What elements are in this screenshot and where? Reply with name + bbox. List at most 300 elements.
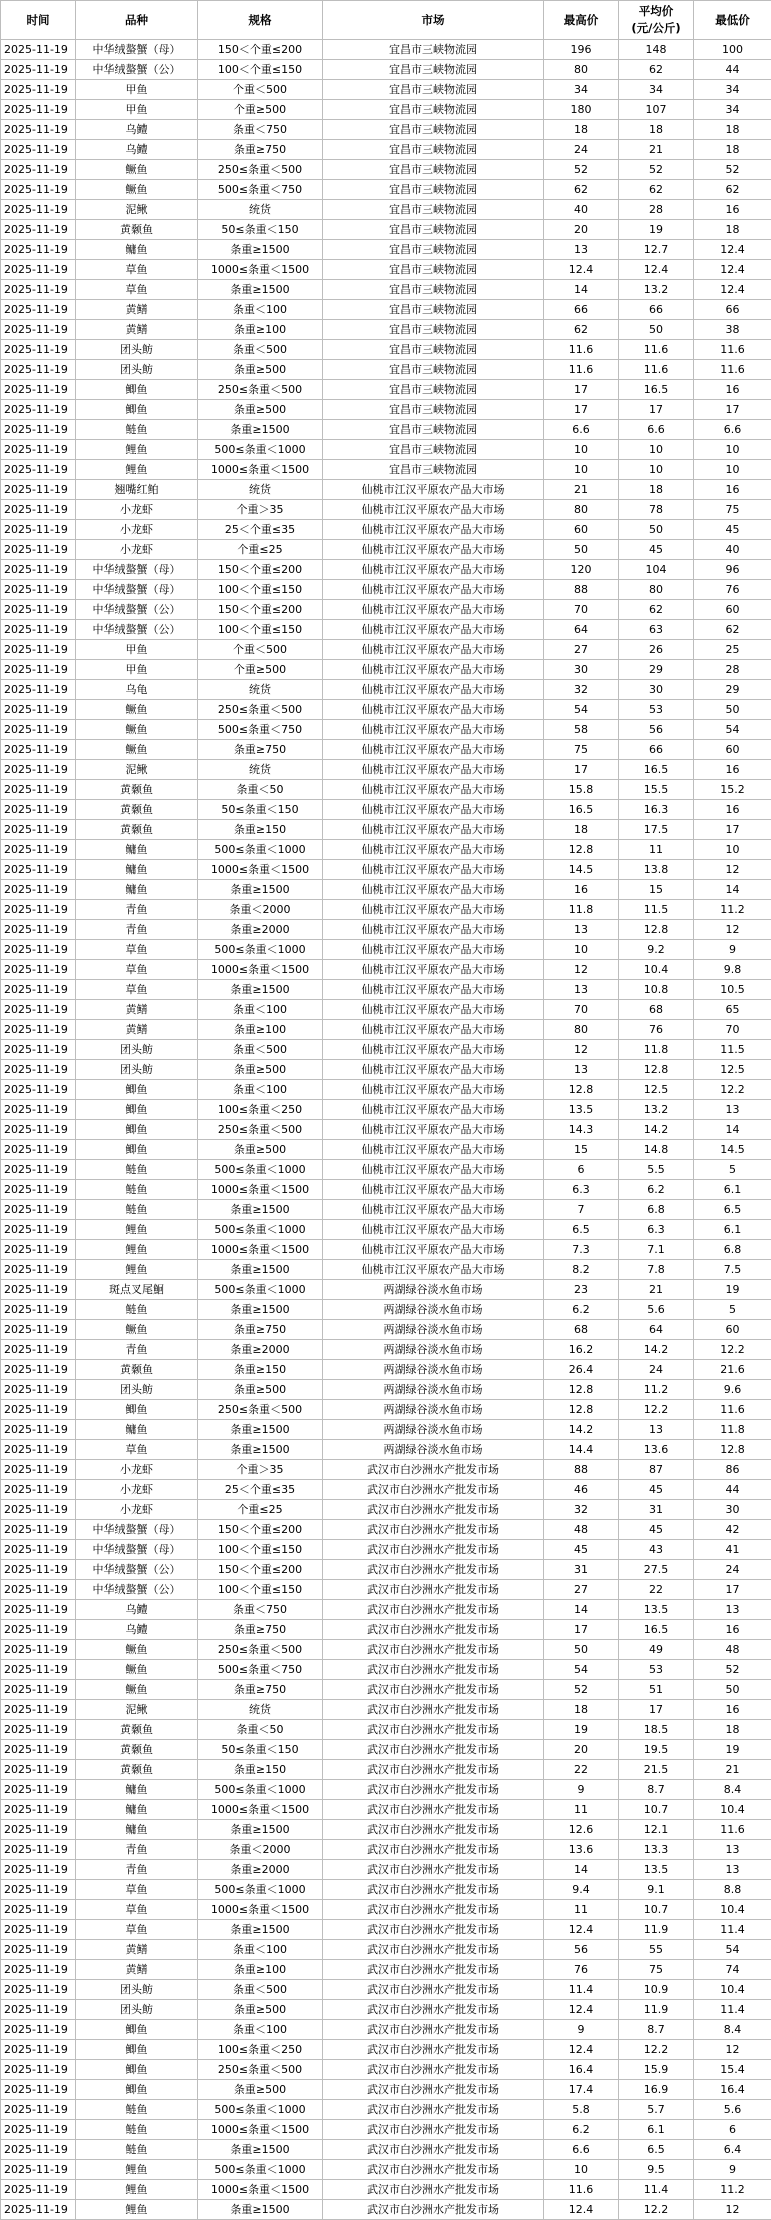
- cell-spec: 250≤条重＜500: [198, 2060, 323, 2080]
- cell-high: 88: [544, 580, 619, 600]
- cell-date: 2025-11-19: [1, 1440, 76, 1460]
- cell-low: 10: [694, 460, 771, 480]
- cell-date: 2025-11-19: [1, 1480, 76, 1500]
- table-row: [1, 500, 771, 520]
- cell-market: 武汉市白沙洲水产批发市场: [323, 1520, 544, 1540]
- cell-market: 宜昌市三峡物流园: [323, 300, 544, 320]
- cell-high: 64: [544, 620, 619, 640]
- cell-high: 54: [544, 1660, 619, 1680]
- cell-variety: 团头鲂: [76, 1980, 198, 2000]
- cell-variety: 鲫鱼: [76, 1080, 198, 1100]
- cell-low: 12: [694, 920, 771, 940]
- cell-spec: 100＜个重≤150: [198, 620, 323, 640]
- cell-low: 21.6: [694, 1360, 771, 1380]
- cell-spec: 条重≥750: [198, 1620, 323, 1640]
- cell-low: 12.4: [694, 260, 771, 280]
- table-row: [1, 320, 771, 340]
- cell-date: 2025-11-19: [1, 40, 76, 60]
- cell-date: 2025-11-19: [1, 1460, 76, 1480]
- cell-high: 8.2: [544, 1260, 619, 1280]
- cell-spec: 条重＜100: [198, 1080, 323, 1100]
- cell-avg: 22: [619, 1580, 694, 1600]
- cell-high: 12.4: [544, 2000, 619, 2020]
- cell-high: 6.6: [544, 420, 619, 440]
- cell-variety: 青鱼: [76, 1840, 198, 1860]
- cell-date: 2025-11-19: [1, 2160, 76, 2180]
- cell-date: 2025-11-19: [1, 1500, 76, 1520]
- cell-low: 14: [694, 880, 771, 900]
- cell-market: 宜昌市三峡物流园: [323, 280, 544, 300]
- cell-market: 仙桃市江汉平原农产品大市场: [323, 800, 544, 820]
- cell-market: 武汉市白沙洲水产批发市场: [323, 1620, 544, 1640]
- cell-spec: 个重＞35: [198, 500, 323, 520]
- cell-market: 武汉市白沙洲水产批发市场: [323, 1480, 544, 1500]
- table-row: [1, 1840, 771, 1860]
- cell-spec: 条重≥2000: [198, 1860, 323, 1880]
- table-row: [1, 1200, 771, 1220]
- cell-variety: 青鱼: [76, 920, 198, 940]
- cell-date: 2025-11-19: [1, 2200, 76, 2220]
- cell-market: 武汉市白沙洲水产批发市场: [323, 1700, 544, 1720]
- cell-market: 武汉市白沙洲水产批发市场: [323, 1680, 544, 1700]
- cell-variety: 鲤鱼: [76, 2180, 198, 2200]
- cell-avg: 14.2: [619, 1340, 694, 1360]
- cell-variety: 团头鲂: [76, 1380, 198, 1400]
- cell-high: 62: [544, 180, 619, 200]
- cell-market: 两湖绿谷淡水鱼市场: [323, 1280, 544, 1300]
- cell-date: 2025-11-19: [1, 1900, 76, 1920]
- cell-date: 2025-11-19: [1, 1400, 76, 1420]
- cell-low: 17: [694, 400, 771, 420]
- cell-low: 12.8: [694, 1440, 771, 1460]
- table-row: [1, 480, 771, 500]
- cell-market: 仙桃市江汉平原农产品大市场: [323, 900, 544, 920]
- cell-variety: 翘嘴红鲌: [76, 480, 198, 500]
- cell-date: 2025-11-19: [1, 1140, 76, 1160]
- cell-avg: 66: [619, 300, 694, 320]
- cell-market: 宜昌市三峡物流园: [323, 340, 544, 360]
- cell-avg: 12.4: [619, 260, 694, 280]
- cell-high: 17: [544, 380, 619, 400]
- cell-variety: 青鱼: [76, 1860, 198, 1880]
- header-avg-label: 平均价: [639, 4, 674, 18]
- table-row: [1, 2160, 771, 2180]
- header-date: 时间: [1, 1, 76, 40]
- table-body: [1, 40, 771, 2220]
- cell-market: 宜昌市三峡物流园: [323, 180, 544, 200]
- cell-spec: 1000≤条重＜1500: [198, 1900, 323, 1920]
- table-row: [1, 160, 771, 180]
- cell-market: 武汉市白沙洲水产批发市场: [323, 2180, 544, 2200]
- cell-date: 2025-11-19: [1, 480, 76, 500]
- cell-avg: 16.5: [619, 380, 694, 400]
- cell-spec: 条重＜100: [198, 300, 323, 320]
- cell-avg: 19.5: [619, 1740, 694, 1760]
- cell-variety: 小龙虾: [76, 540, 198, 560]
- cell-low: 13: [694, 1860, 771, 1880]
- cell-variety: 鳙鱼: [76, 880, 198, 900]
- cell-date: 2025-11-19: [1, 2140, 76, 2160]
- cell-variety: 鲫鱼: [76, 1120, 198, 1140]
- cell-market: 武汉市白沙洲水产批发市场: [323, 1960, 544, 1980]
- cell-avg: 10.8: [619, 980, 694, 1000]
- cell-date: 2025-11-19: [1, 720, 76, 740]
- cell-date: 2025-11-19: [1, 2120, 76, 2140]
- cell-market: 宜昌市三峡物流园: [323, 380, 544, 400]
- cell-high: 5.8: [544, 2100, 619, 2120]
- cell-date: 2025-11-19: [1, 360, 76, 380]
- cell-spec: 500≤条重＜1000: [198, 2160, 323, 2180]
- cell-avg: 78: [619, 500, 694, 520]
- cell-market: 仙桃市江汉平原农产品大市场: [323, 940, 544, 960]
- cell-spec: 条重≥150: [198, 1360, 323, 1380]
- table-row: [1, 1480, 771, 1500]
- cell-variety: 鳙鱼: [76, 1780, 198, 1800]
- table-row: [1, 420, 771, 440]
- cell-date: 2025-11-19: [1, 2080, 76, 2100]
- cell-date: 2025-11-19: [1, 600, 76, 620]
- cell-low: 7.5: [694, 1260, 771, 1280]
- cell-spec: 250≤条重＜500: [198, 1400, 323, 1420]
- table-row: [1, 140, 771, 160]
- cell-low: 15.2: [694, 780, 771, 800]
- cell-variety: 鲫鱼: [76, 2040, 198, 2060]
- cell-high: 34: [544, 80, 619, 100]
- cell-avg: 15: [619, 880, 694, 900]
- cell-date: 2025-11-19: [1, 740, 76, 760]
- cell-market: 仙桃市江汉平原农产品大市场: [323, 1120, 544, 1140]
- cell-low: 12: [694, 860, 771, 880]
- cell-market: 仙桃市江汉平原农产品大市场: [323, 700, 544, 720]
- cell-market: 两湖绿谷淡水鱼市场: [323, 1400, 544, 1420]
- cell-date: 2025-11-19: [1, 260, 76, 280]
- cell-high: 12.8: [544, 1400, 619, 1420]
- cell-avg: 11.9: [619, 2000, 694, 2020]
- cell-high: 54: [544, 700, 619, 720]
- cell-market: 武汉市白沙洲水产批发市场: [323, 1940, 544, 1960]
- cell-date: 2025-11-19: [1, 1940, 76, 1960]
- cell-high: 10: [544, 460, 619, 480]
- cell-low: 52: [694, 1660, 771, 1680]
- cell-low: 16: [694, 480, 771, 500]
- cell-low: 13: [694, 1600, 771, 1620]
- cell-variety: 鲫鱼: [76, 400, 198, 420]
- cell-spec: 250≤条重＜500: [198, 160, 323, 180]
- table-row: [1, 1340, 771, 1360]
- table-row: [1, 680, 771, 700]
- table-row: [1, 660, 771, 680]
- cell-variety: 鲤鱼: [76, 2200, 198, 2220]
- header-low: 最低价: [694, 1, 771, 40]
- cell-avg: 53: [619, 700, 694, 720]
- cell-spec: 100＜个重≤150: [198, 1580, 323, 1600]
- cell-avg: 7.1: [619, 1240, 694, 1260]
- table-row: [1, 100, 771, 120]
- cell-avg: 148: [619, 40, 694, 60]
- cell-date: 2025-11-19: [1, 1120, 76, 1140]
- cell-high: 21: [544, 480, 619, 500]
- cell-low: 6.5: [694, 1200, 771, 1220]
- cell-spec: 100＜个重≤150: [198, 60, 323, 80]
- cell-market: 武汉市白沙洲水产批发市场: [323, 1900, 544, 1920]
- cell-market: 仙桃市江汉平原农产品大市场: [323, 780, 544, 800]
- cell-spec: 统货: [198, 200, 323, 220]
- table-row: [1, 1520, 771, 1540]
- cell-high: 11.6: [544, 2180, 619, 2200]
- cell-variety: 鲤鱼: [76, 460, 198, 480]
- cell-market: 两湖绿谷淡水鱼市场: [323, 1320, 544, 1340]
- cell-avg: 107: [619, 100, 694, 120]
- table-row: [1, 740, 771, 760]
- cell-variety: 鲢鱼: [76, 2120, 198, 2140]
- cell-spec: 50≤条重＜150: [198, 800, 323, 820]
- cell-market: 宜昌市三峡物流园: [323, 220, 544, 240]
- cell-date: 2025-11-19: [1, 680, 76, 700]
- cell-market: 仙桃市江汉平原农产品大市场: [323, 1180, 544, 1200]
- cell-date: 2025-11-19: [1, 100, 76, 120]
- cell-high: 60: [544, 520, 619, 540]
- cell-avg: 56: [619, 720, 694, 740]
- table-row: [1, 2000, 771, 2020]
- cell-low: 54: [694, 1940, 771, 1960]
- cell-spec: 条重≥500: [198, 1380, 323, 1400]
- cell-market: 仙桃市江汉平原农产品大市场: [323, 1140, 544, 1160]
- cell-avg: 9.5: [619, 2160, 694, 2180]
- cell-variety: 鳙鱼: [76, 840, 198, 860]
- table-row: [1, 1440, 771, 1460]
- table-row: [1, 520, 771, 540]
- cell-low: 6.1: [694, 1180, 771, 1200]
- cell-market: 武汉市白沙洲水产批发市场: [323, 1980, 544, 2000]
- cell-high: 27: [544, 640, 619, 660]
- cell-low: 25: [694, 640, 771, 660]
- cell-low: 11.4: [694, 1920, 771, 1940]
- table-row: [1, 1580, 771, 1600]
- cell-spec: 条重≥500: [198, 360, 323, 380]
- cell-date: 2025-11-19: [1, 220, 76, 240]
- cell-high: 6.2: [544, 2120, 619, 2140]
- cell-avg: 8.7: [619, 2020, 694, 2040]
- cell-avg: 11.6: [619, 340, 694, 360]
- cell-variety: 乌龟: [76, 680, 198, 700]
- cell-variety: 鲫鱼: [76, 1100, 198, 1120]
- cell-high: 23: [544, 1280, 619, 1300]
- cell-spec: 条重＜750: [198, 1600, 323, 1620]
- cell-variety: 草鱼: [76, 1440, 198, 1460]
- cell-high: 76: [544, 1960, 619, 1980]
- cell-low: 6.6: [694, 420, 771, 440]
- cell-market: 宜昌市三峡物流园: [323, 40, 544, 60]
- cell-high: 7: [544, 1200, 619, 1220]
- cell-date: 2025-11-19: [1, 700, 76, 720]
- cell-variety: 鳜鱼: [76, 1680, 198, 1700]
- cell-avg: 11.5: [619, 900, 694, 920]
- cell-high: 13.6: [544, 1840, 619, 1860]
- cell-low: 5: [694, 1160, 771, 1180]
- table-row: [1, 1560, 771, 1580]
- cell-variety: 鲫鱼: [76, 380, 198, 400]
- cell-market: 两湖绿谷淡水鱼市场: [323, 1300, 544, 1320]
- table-row: [1, 1240, 771, 1260]
- cell-spec: 个重≤25: [198, 540, 323, 560]
- cell-date: 2025-11-19: [1, 1720, 76, 1740]
- table-row: [1, 400, 771, 420]
- table-row: [1, 1720, 771, 1740]
- cell-market: 宜昌市三峡物流园: [323, 420, 544, 440]
- cell-avg: 51: [619, 1680, 694, 1700]
- cell-avg: 12.1: [619, 1820, 694, 1840]
- cell-high: 62: [544, 320, 619, 340]
- cell-variety: 草鱼: [76, 260, 198, 280]
- cell-spec: 250≤条重＜500: [198, 1120, 323, 1140]
- cell-high: 12.4: [544, 2200, 619, 2220]
- cell-spec: 条重＜2000: [198, 1840, 323, 1860]
- cell-spec: 条重＜500: [198, 340, 323, 360]
- cell-avg: 17.5: [619, 820, 694, 840]
- cell-spec: 个重≥500: [198, 660, 323, 680]
- cell-variety: 黄颡鱼: [76, 220, 198, 240]
- table-row: [1, 700, 771, 720]
- cell-date: 2025-11-19: [1, 1380, 76, 1400]
- cell-high: 196: [544, 40, 619, 60]
- cell-low: 54: [694, 720, 771, 740]
- cell-avg: 10: [619, 460, 694, 480]
- cell-spec: 统货: [198, 680, 323, 700]
- cell-market: 仙桃市江汉平原农产品大市场: [323, 560, 544, 580]
- cell-variety: 黄颡鱼: [76, 800, 198, 820]
- cell-low: 12: [694, 2200, 771, 2220]
- cell-high: 6: [544, 1160, 619, 1180]
- cell-high: 16: [544, 880, 619, 900]
- cell-date: 2025-11-19: [1, 800, 76, 820]
- cell-market: 武汉市白沙洲水产批发市场: [323, 1640, 544, 1660]
- cell-low: 19: [694, 1740, 771, 1760]
- cell-low: 11.6: [694, 1400, 771, 1420]
- cell-low: 66: [694, 300, 771, 320]
- cell-avg: 62: [619, 600, 694, 620]
- cell-variety: 小龙虾: [76, 1460, 198, 1480]
- table-row: [1, 800, 771, 820]
- cell-high: 13.5: [544, 1100, 619, 1120]
- cell-avg: 43: [619, 1540, 694, 1560]
- cell-variety: 鳜鱼: [76, 1320, 198, 1340]
- table-row: [1, 640, 771, 660]
- cell-low: 6: [694, 2120, 771, 2140]
- cell-avg: 18: [619, 120, 694, 140]
- header-market: 市场: [323, 1, 544, 40]
- cell-spec: 条重＜50: [198, 1720, 323, 1740]
- cell-avg: 13.5: [619, 1860, 694, 1880]
- table-row: [1, 1260, 771, 1280]
- cell-avg: 34: [619, 80, 694, 100]
- cell-variety: 鳙鱼: [76, 1820, 198, 1840]
- table-row: [1, 440, 771, 460]
- table-row: [1, 1980, 771, 2000]
- cell-variety: 鳙鱼: [76, 1420, 198, 1440]
- cell-variety: 鳜鱼: [76, 1640, 198, 1660]
- cell-avg: 66: [619, 740, 694, 760]
- table-row: [1, 620, 771, 640]
- cell-variety: 乌鳢: [76, 120, 198, 140]
- table-row: [1, 1760, 771, 1780]
- cell-low: 28: [694, 660, 771, 680]
- cell-variety: 中华绒螯蟹（母）: [76, 1520, 198, 1540]
- cell-market: 仙桃市江汉平原农产品大市场: [323, 580, 544, 600]
- cell-high: 56: [544, 1940, 619, 1960]
- cell-variety: 黄鳝: [76, 1940, 198, 1960]
- cell-high: 11.6: [544, 360, 619, 380]
- cell-high: 12: [544, 1040, 619, 1060]
- cell-market: 武汉市白沙洲水产批发市场: [323, 1860, 544, 1880]
- table-row: [1, 1280, 771, 1300]
- cell-high: 12: [544, 960, 619, 980]
- cell-spec: 条重≥2000: [198, 1340, 323, 1360]
- cell-market: 宜昌市三峡物流园: [323, 440, 544, 460]
- cell-variety: 草鱼: [76, 1900, 198, 1920]
- cell-low: 8.8: [694, 1880, 771, 1900]
- cell-avg: 6.5: [619, 2140, 694, 2160]
- cell-avg: 11.6: [619, 360, 694, 380]
- cell-spec: 150＜个重≤200: [198, 40, 323, 60]
- cell-avg: 13: [619, 1420, 694, 1440]
- cell-spec: 1000≤条重＜1500: [198, 1800, 323, 1820]
- cell-avg: 19: [619, 220, 694, 240]
- cell-low: 16: [694, 800, 771, 820]
- cell-market: 宜昌市三峡物流园: [323, 400, 544, 420]
- cell-date: 2025-11-19: [1, 860, 76, 880]
- table-row: [1, 280, 771, 300]
- cell-avg: 27.5: [619, 1560, 694, 1580]
- cell-date: 2025-11-19: [1, 1600, 76, 1620]
- cell-avg: 21: [619, 140, 694, 160]
- cell-avg: 55: [619, 1940, 694, 1960]
- cell-spec: 统货: [198, 1700, 323, 1720]
- cell-high: 11.4: [544, 1980, 619, 2000]
- cell-high: 52: [544, 1680, 619, 1700]
- cell-spec: 条重≥1500: [198, 2200, 323, 2220]
- cell-low: 9: [694, 940, 771, 960]
- cell-spec: 条重≥1500: [198, 980, 323, 1000]
- cell-low: 9: [694, 2160, 771, 2180]
- table-row: [1, 1220, 771, 1240]
- cell-date: 2025-11-19: [1, 1840, 76, 1860]
- cell-spec: 500≤条重＜1000: [198, 1280, 323, 1300]
- cell-spec: 条重≥1500: [198, 1920, 323, 1940]
- cell-high: 9: [544, 2020, 619, 2040]
- cell-market: 武汉市白沙洲水产批发市场: [323, 2020, 544, 2040]
- cell-date: 2025-11-19: [1, 1960, 76, 1980]
- cell-high: 88: [544, 1460, 619, 1480]
- table-row: [1, 200, 771, 220]
- cell-variety: 鲤鱼: [76, 2160, 198, 2180]
- cell-high: 10: [544, 440, 619, 460]
- cell-low: 18: [694, 120, 771, 140]
- cell-spec: 100≤条重＜250: [198, 1100, 323, 1120]
- cell-high: 13: [544, 980, 619, 1000]
- cell-avg: 11.8: [619, 1040, 694, 1060]
- cell-low: 24: [694, 1560, 771, 1580]
- cell-date: 2025-11-19: [1, 140, 76, 160]
- cell-market: 仙桃市江汉平原农产品大市场: [323, 620, 544, 640]
- cell-low: 12.2: [694, 1080, 771, 1100]
- cell-avg: 26: [619, 640, 694, 660]
- cell-date: 2025-11-19: [1, 2180, 76, 2200]
- table-row: [1, 580, 771, 600]
- cell-variety: 鳙鱼: [76, 860, 198, 880]
- cell-high: 12.4: [544, 1920, 619, 1940]
- cell-low: 34: [694, 80, 771, 100]
- cell-date: 2025-11-19: [1, 160, 76, 180]
